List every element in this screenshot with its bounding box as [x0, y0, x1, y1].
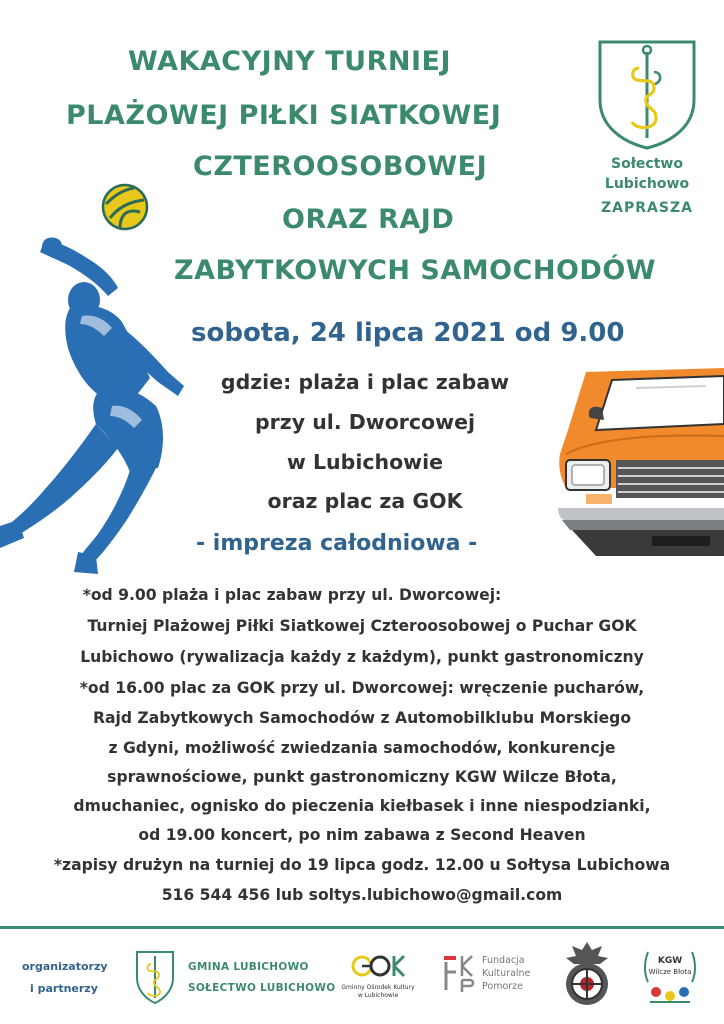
title-line-5: ZABYTKOWYCH SAMOCHODÓW	[174, 255, 657, 286]
automobilklub-emblem-icon	[562, 940, 612, 1010]
classic-car-illustration	[556, 368, 724, 578]
title-line-4: ORAZ RAJD	[282, 204, 455, 235]
shield-logo-icon	[592, 38, 702, 150]
volleyball-player-illustration	[0, 236, 200, 581]
badge-line-2: Lubichowo	[604, 176, 690, 192]
gmina-label-2: SOŁECTWO LUBICHOWO	[188, 982, 336, 994]
gmina-shield-icon	[134, 950, 176, 1006]
badge-line-3: ZAPRASZA	[601, 200, 693, 216]
details-line-11: 516 544 456 lub soltys.lubichowo@gmail.com	[161, 886, 563, 904]
where-line-4: oraz plac za GOK	[267, 489, 463, 513]
title-line-1: WAKACYJNY TURNIEJ	[128, 46, 452, 77]
organizers-label-1: organizatorzy	[22, 960, 108, 973]
details-line-3: Lubichowo (rywalizacja każdy z każdym), punkt gastronomiczny	[80, 648, 644, 666]
fundacja-line-2: Kulturalne	[482, 968, 531, 979]
details-line-2: Turniej Plażowej Piłki Siatkowej Czteroosobowej o Puchar GOK	[87, 617, 637, 635]
gok-logo	[338, 950, 418, 1000]
footer-divider	[0, 926, 724, 929]
solectwo-badge	[592, 38, 702, 218]
kgw-label-2: Wilcze Błota	[648, 968, 692, 976]
details-line-10: *zapisy drużyn na turniej do 19 lipca godz. 12.00 u Sołtysa Lubichowa	[53, 856, 671, 874]
gmina-label-1: GMINA LUBICHOWO	[188, 961, 309, 973]
details-line-4: *od 16.00 plac za GOK przy ul. Dworcowej: wręczenie pucharów,	[79, 679, 645, 697]
details-line-7: sprawnościowe, punkt gastronomiczny KGW Wilcze Błota,	[107, 768, 617, 786]
details-line-1: *od 9.00 plaża i plac zabaw przy ul. Dworcowej:	[82, 586, 502, 604]
fundacja-line-3: Pomorze	[482, 981, 524, 992]
gok-caption-2: w Lubichowie	[357, 992, 399, 999]
where-line-1: gdzie: plaża i plac zabaw	[220, 370, 510, 394]
all-day-note: - impreza całodniowa -	[196, 531, 478, 556]
gok-caption-1: Gminny Ośrodek Kultury	[341, 984, 415, 991]
volleyball-icon	[100, 182, 150, 232]
details-line-9: od 19.00 koncert, po nim zabawa z Second Heaven	[138, 826, 586, 844]
event-date: sobota, 24 lipca 2021 od 9.00	[191, 318, 625, 348]
kgw-label-1: KGW	[657, 956, 683, 966]
kgw-emblem	[640, 948, 700, 1008]
gok-logo-icon	[348, 950, 408, 982]
fundacja-line-1: Fundacja	[482, 955, 525, 966]
details-line-5: Rajd Zabytkowych Samochodów z Automobilklubu Morskiego	[92, 709, 632, 727]
details-line-8: dmuchaniec, ognisko do pieczenia kiełbasek i inne niespodzianki,	[73, 797, 651, 815]
organizers-label-2: i partnerzy	[30, 982, 98, 995]
where-line-2: przy ul. Dworcowej	[254, 410, 475, 434]
fundacja-logo-icon	[442, 954, 476, 994]
title-line-3: CZTEROOSOBOWEJ	[193, 151, 488, 182]
where-line-3: w Lubichowie	[286, 450, 444, 474]
details-line-6: z Gdyni, możliwość zwiedzania samochodów, konkurencje	[108, 739, 616, 757]
title-line-2: PLAŻOWEJ PIŁKI SIATKOWEJ	[66, 100, 502, 131]
badge-line-1: Sołectwo	[611, 156, 683, 172]
